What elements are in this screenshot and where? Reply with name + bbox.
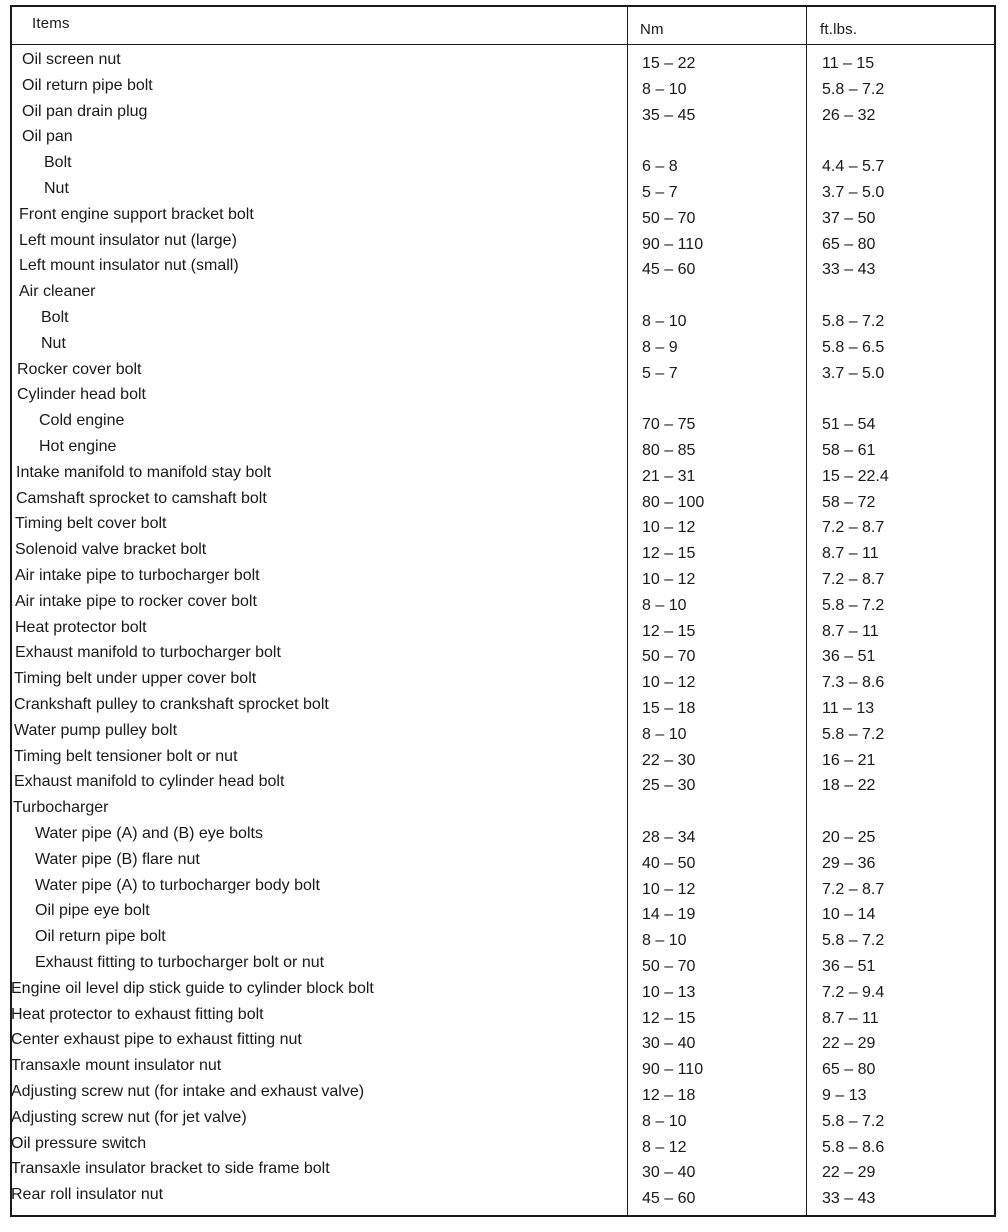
table-row xyxy=(12,1135,994,1161)
ftlbs-cell: 15 – 22.4 xyxy=(822,467,889,485)
table-row xyxy=(12,902,994,928)
table-row xyxy=(12,1057,994,1083)
ftlbs-cell: 22 – 29 xyxy=(822,1164,876,1182)
table-row xyxy=(12,77,994,103)
item-cell: Crankshaft pulley to crankshaft sprocket bolt xyxy=(14,696,329,713)
nm-cell: 8 – 10 xyxy=(642,80,687,98)
item-cell: Bolt xyxy=(44,154,72,172)
ftlbs-cell: 5.8 – 7.2 xyxy=(822,932,885,950)
table-row xyxy=(12,851,994,877)
ftlbs-cell: 5.8 – 7.2 xyxy=(822,313,885,330)
item-cell: Rear roll insulator nut xyxy=(11,1186,164,1204)
nm-cell: 12 – 15 xyxy=(642,1009,696,1027)
item-cell: Water pipe (B) flare nut xyxy=(35,850,200,868)
ftlbs-cell: 65 – 80 xyxy=(822,235,876,253)
item-cell: Exhaust manifold to cylinder head bolt xyxy=(14,773,285,791)
ftlbs-cell: 8.7 – 11 xyxy=(822,622,879,640)
nm-cell: 8 – 10 xyxy=(642,596,687,614)
table-row xyxy=(12,361,994,387)
item-cell: Engine oil level dip stick guide to cylinder block bolt xyxy=(11,979,374,997)
item-cell: Water pipe (A) and (B) eye bolts xyxy=(35,825,263,842)
nm-cell: 12 – 15 xyxy=(642,622,696,640)
ftlbs-cell: 33 – 43 xyxy=(822,1190,876,1208)
table-row xyxy=(12,1160,994,1186)
item-cell: Oil screen nut xyxy=(22,51,121,68)
table-row xyxy=(12,696,994,722)
ftlbs-cell: 5.8 – 7.2 xyxy=(822,725,885,743)
table-row xyxy=(12,335,994,361)
table-row xyxy=(12,51,994,77)
ftlbs-cell: 5.8 – 7.2 xyxy=(822,80,885,98)
nm-cell: 8 – 10 xyxy=(642,932,687,950)
table-row xyxy=(12,515,994,541)
table-row xyxy=(12,180,994,206)
item-cell: Timing belt tensioner bolt or nut xyxy=(14,747,238,765)
header-items: Items xyxy=(32,15,70,32)
table-row xyxy=(12,928,994,954)
item-cell: Rocker cover bolt xyxy=(17,360,142,378)
nm-cell: 12 – 15 xyxy=(642,545,696,563)
ftlbs-cell: 37 – 50 xyxy=(822,209,876,227)
table-row xyxy=(12,309,994,335)
table-row xyxy=(12,541,994,567)
item-cell: Transaxle mount insulator nut xyxy=(11,1057,222,1075)
ftlbs-cell: 4.4 – 5.7 xyxy=(822,158,885,176)
item-cell: Cylinder head bolt xyxy=(17,386,146,404)
ftlbs-cell: 29 – 36 xyxy=(822,854,876,872)
table-row xyxy=(12,490,994,516)
item-cell: Solenoid valve bracket bolt xyxy=(15,541,207,559)
item-cell: Timing belt under upper cover bolt xyxy=(14,670,257,688)
ftlbs-cell: 7.2 – 9.4 xyxy=(822,983,885,1001)
nm-cell: 80 – 100 xyxy=(642,493,705,511)
item-cell: Exhaust fitting to turbocharger bolt or nut xyxy=(35,954,325,971)
item-cell: Oil return pipe bolt xyxy=(35,928,166,946)
table-row xyxy=(12,954,994,980)
item-cell: Camshaft sprocket to camshaft bolt xyxy=(16,489,267,507)
ftlbs-cell: 18 – 22 xyxy=(822,777,876,795)
nm-cell: 8 – 9 xyxy=(642,338,678,356)
table-row xyxy=(12,257,994,283)
nm-cell: 90 – 110 xyxy=(642,235,704,253)
header-divider xyxy=(12,44,994,45)
nm-cell: 6 – 8 xyxy=(642,158,678,176)
nm-cell: 5 – 7 xyxy=(642,184,678,201)
table-row xyxy=(12,799,994,825)
item-cell: Oil pipe eye bolt xyxy=(35,902,150,920)
nm-cell: 80 – 85 xyxy=(642,442,696,459)
item-cell: Water pump pulley bolt xyxy=(14,721,178,739)
table-row xyxy=(12,980,994,1006)
nm-cell: 15 – 22 xyxy=(642,55,696,72)
item-cell: Hot engine xyxy=(39,438,117,455)
table-row xyxy=(12,1109,994,1135)
nm-cell: 8 – 10 xyxy=(642,1112,687,1130)
nm-cell: 25 – 30 xyxy=(642,777,696,795)
ftlbs-cell: 5.8 – 6.5 xyxy=(822,338,885,356)
ftlbs-cell: 11 – 15 xyxy=(822,55,875,72)
table-row xyxy=(12,593,994,619)
nm-cell: 35 – 45 xyxy=(642,106,696,124)
nm-cell: 30 – 40 xyxy=(642,1035,696,1053)
table-row xyxy=(12,232,994,258)
ftlbs-cell: 8.7 – 11 xyxy=(822,545,879,563)
nm-cell: 5 – 7 xyxy=(642,364,678,382)
ftlbs-cell: 10 – 14 xyxy=(822,906,876,924)
table-row xyxy=(12,438,994,464)
table-row xyxy=(12,128,994,154)
table-row xyxy=(12,1031,994,1057)
table-row xyxy=(12,103,994,129)
ftlbs-cell: 36 – 51 xyxy=(822,958,876,975)
table-row xyxy=(12,825,994,851)
item-cell: Turbocharger xyxy=(13,799,109,817)
item-cell: Heat protector bolt xyxy=(15,618,147,636)
ftlbs-cell: 26 – 32 xyxy=(822,106,876,124)
nm-cell: 50 – 70 xyxy=(642,648,696,666)
item-cell: Air cleaner xyxy=(19,283,96,301)
ftlbs-cell: 7.2 – 8.7 xyxy=(822,519,885,537)
nm-cell: 40 – 50 xyxy=(642,854,696,872)
table-row xyxy=(12,464,994,490)
item-cell: Exhaust manifold to turbocharger bolt xyxy=(15,644,281,662)
nm-cell: 10 – 12 xyxy=(642,674,696,692)
item-cell: Air intake pipe to rocker cover bolt xyxy=(15,592,257,610)
item-cell: Adjusting screw nut (for intake and exhaust valve) xyxy=(11,1083,365,1100)
header-ftlbs: ft.lbs. xyxy=(820,21,858,38)
item-cell: Nut xyxy=(44,180,69,197)
table-row xyxy=(12,670,994,696)
ftlbs-cell: 7.2 – 8.7 xyxy=(822,880,885,898)
table-row xyxy=(12,412,994,438)
item-cell: Front engine support bracket bolt xyxy=(19,205,254,223)
item-cell: Air intake pipe to turbocharger bolt xyxy=(15,567,260,584)
ftlbs-cell: 9 – 13 xyxy=(822,1087,867,1104)
table-row xyxy=(12,206,994,232)
item-cell: Adjusting screw nut (for jet valve) xyxy=(11,1108,247,1126)
ftlbs-cell: 3.7 – 5.0 xyxy=(822,364,885,382)
nm-cell: 28 – 34 xyxy=(642,829,696,846)
nm-cell: 10 – 12 xyxy=(642,571,696,588)
nm-cell: 12 – 18 xyxy=(642,1087,696,1104)
item-cell: Oil pan drain plug xyxy=(22,102,148,120)
ftlbs-cell: 5.8 – 7.2 xyxy=(822,1112,885,1130)
item-cell: Center exhaust pipe to exhaust fitting nut xyxy=(11,1031,302,1049)
ftlbs-cell: 3.7 – 5.0 xyxy=(822,184,885,201)
torque-spec-table xyxy=(10,5,996,1217)
nm-cell: 10 – 12 xyxy=(642,519,696,537)
item-cell: Heat protector to exhaust fitting bolt xyxy=(11,1005,264,1023)
ftlbs-cell: 7.2 – 8.7 xyxy=(822,571,885,588)
item-cell: Nut xyxy=(41,334,66,352)
nm-cell: 21 – 31 xyxy=(642,467,696,485)
nm-cell: 14 – 19 xyxy=(642,906,696,924)
nm-cell: 70 – 75 xyxy=(642,416,696,434)
nm-cell: 10 – 12 xyxy=(642,880,696,898)
ftlbs-cell: 22 – 29 xyxy=(822,1035,876,1053)
nm-cell: 8 – 10 xyxy=(642,725,687,743)
item-cell: Oil pressure switch xyxy=(11,1134,147,1152)
ftlbs-cell: 11 – 13 xyxy=(822,700,875,717)
nm-cell: 15 – 18 xyxy=(642,700,696,717)
table-row xyxy=(12,283,994,309)
table-row xyxy=(12,154,994,180)
item-cell: Cold engine xyxy=(39,412,125,430)
ftlbs-cell: 65 – 80 xyxy=(822,1061,876,1079)
nm-cell: 8 – 10 xyxy=(642,313,687,330)
ftlbs-cell: 8.7 – 11 xyxy=(822,1009,879,1027)
ftlbs-cell: 20 – 25 xyxy=(822,829,876,846)
item-cell: Oil return pipe bolt xyxy=(22,76,153,94)
ftlbs-cell: 33 – 43 xyxy=(822,261,876,279)
ftlbs-cell: 58 – 72 xyxy=(822,493,876,511)
item-cell: Left mount insulator nut (small) xyxy=(19,257,239,275)
table-row xyxy=(12,567,994,593)
ftlbs-cell: 51 – 54 xyxy=(822,416,876,434)
item-cell: Oil pan xyxy=(22,128,73,146)
item-cell: Bolt xyxy=(41,309,69,326)
nm-cell: 8 – 12 xyxy=(642,1138,687,1156)
table-row xyxy=(12,1083,994,1109)
nm-cell: 50 – 70 xyxy=(642,209,696,227)
table-row xyxy=(12,619,994,645)
ftlbs-cell: 58 – 61 xyxy=(822,442,876,459)
item-cell: Intake manifold to manifold stay bolt xyxy=(16,463,272,481)
header-nm: Nm xyxy=(640,21,664,38)
ftlbs-cell: 5.8 – 7.2 xyxy=(822,596,885,614)
table-row xyxy=(12,722,994,748)
table-row xyxy=(12,1006,994,1032)
table-row xyxy=(12,748,994,774)
item-cell: Transaxle insulator bracket to side frame bolt xyxy=(11,1160,330,1178)
ftlbs-cell: 7.3 – 8.6 xyxy=(822,674,885,692)
nm-cell: 45 – 60 xyxy=(642,261,696,279)
table-row xyxy=(12,386,994,412)
nm-cell: 45 – 60 xyxy=(642,1190,696,1208)
table-row xyxy=(12,1186,994,1212)
item-cell: Timing belt cover bolt xyxy=(15,515,167,533)
table-row xyxy=(12,773,994,799)
nm-cell: 90 – 110 xyxy=(642,1061,704,1079)
nm-cell: 50 – 70 xyxy=(642,958,696,975)
ftlbs-cell: 16 – 21 xyxy=(822,751,876,769)
ftlbs-cell: 36 – 51 xyxy=(822,648,876,666)
table-row xyxy=(12,644,994,670)
ftlbs-cell: 5.8 – 8.6 xyxy=(822,1138,885,1156)
nm-cell: 22 – 30 xyxy=(642,751,696,769)
item-cell: Left mount insulator nut (large) xyxy=(19,231,237,249)
table-row xyxy=(12,877,994,903)
item-cell: Water pipe (A) to turbocharger body bolt xyxy=(35,876,320,894)
nm-cell: 10 – 13 xyxy=(642,983,696,1001)
nm-cell: 30 – 40 xyxy=(642,1164,696,1182)
